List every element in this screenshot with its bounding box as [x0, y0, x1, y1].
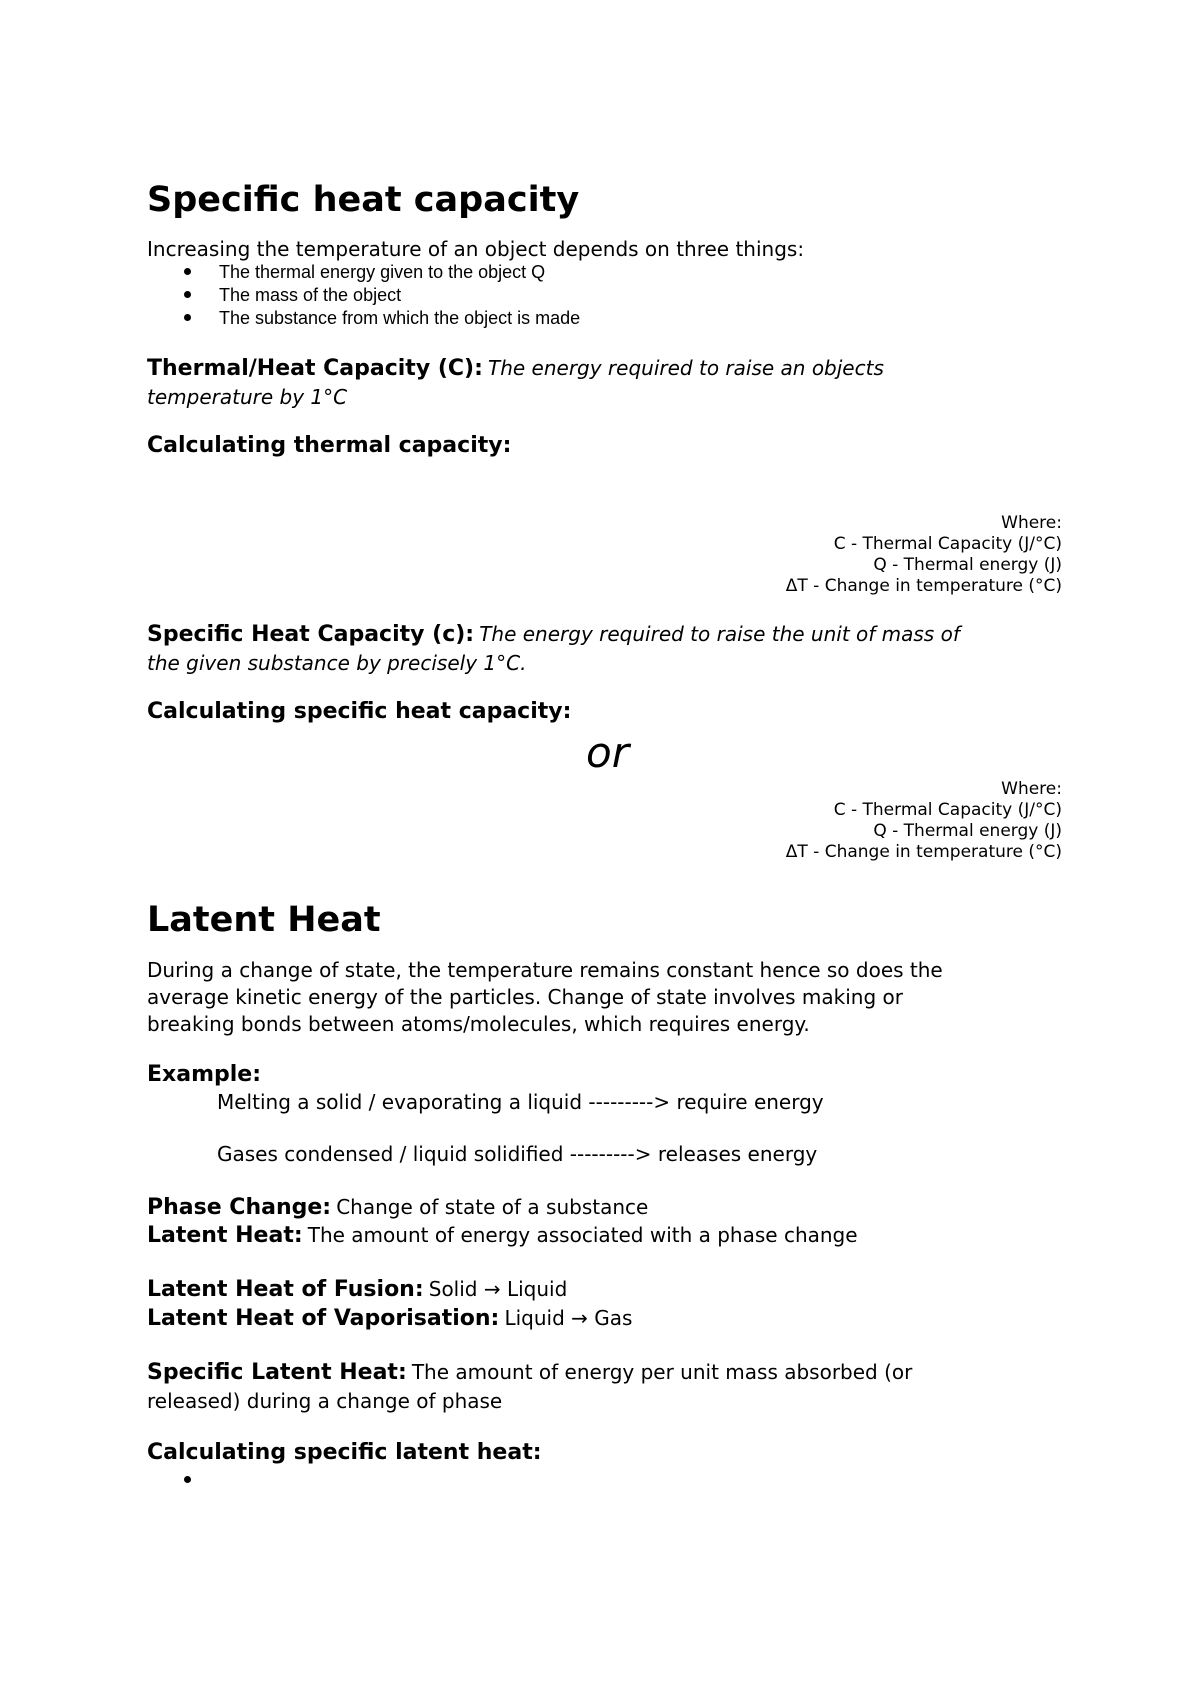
specific-latent-row [147, 1360, 912, 1385]
list-item: The mass of the object [219, 285, 402, 305]
term-label: Phase Change: [147, 1195, 332, 1220]
legend-line: C - Thermal Capacity (J/°C) [833, 800, 1062, 820]
term-definition: The energy required to raise the unit of mass of [479, 622, 960, 646]
where-legend-2 [786, 779, 1062, 863]
calc-specific-heading: Calculating specific heat capacity: [147, 699, 572, 724]
term-definition: The amount of energy per unit mass absorbed (or [411, 1360, 913, 1384]
example-line: Melting a solid / evaporating a liquid ---------> require energy [217, 1090, 824, 1114]
specific-heat-definition [147, 622, 960, 647]
term-definition-cont: the given substance by precisely 1°C. [147, 651, 527, 675]
term-definition: Solid → Liquid [428, 1277, 568, 1301]
calc-latent-heading: Calculating specific latent heat: [147, 1440, 542, 1465]
term-label: Specific Heat Capacity (c): [147, 622, 475, 647]
calc-thermal-heading: Calculating thermal capacity: [147, 433, 512, 458]
list-item: The thermal energy given to the object Q [219, 262, 546, 282]
legend-line: Q - Thermal energy (J) [873, 555, 1062, 575]
latent-para-line: breaking bonds between atoms/molecules, which requires energy. [147, 1012, 810, 1036]
where-legend-1 [786, 513, 1062, 597]
vaporisation-row [147, 1306, 632, 1331]
intro-text: Increasing the temperature of an object depends on three things: [147, 237, 805, 261]
legend-line: ΔT - Change in temperature (°C) [785, 576, 1062, 596]
or-text: or [586, 728, 629, 777]
term-label: Latent Heat of Vaporisation: [147, 1306, 500, 1331]
thermal-capacity-definition [147, 356, 884, 381]
bullet-dot [184, 314, 191, 321]
term-definition-cont: temperature by 1°C [147, 385, 348, 409]
term-definition-cont: released) during a change of phase [147, 1389, 503, 1413]
fusion-row [147, 1277, 567, 1302]
legend-line: C - Thermal Capacity (J/°C) [833, 534, 1062, 554]
latent-para-line: average kinetic energy of the particles. Change of state involves making or [147, 985, 903, 1009]
term-definition: Liquid → Gas [504, 1306, 633, 1330]
latent-para-line: During a change of state, the temperature remains constant hence so does the [147, 958, 943, 982]
bullet-dot [184, 268, 191, 275]
bullet-dot [184, 291, 191, 298]
term-label: Latent Heat of Fusion: [147, 1277, 424, 1302]
section-title-latent-heat: Latent Heat [147, 900, 381, 940]
term-label: Latent Heat: [147, 1223, 303, 1248]
phase-change-row [147, 1195, 648, 1220]
legend-line: ΔT - Change in temperature (°C) [785, 842, 1062, 862]
latent-heat-row [147, 1223, 858, 1248]
term-label: Thermal/Heat Capacity (C): [147, 356, 483, 381]
legend-line: Q - Thermal energy (J) [873, 821, 1062, 841]
section-title-specific-heat: Specific heat capacity [147, 180, 580, 220]
legend-line: Where: [1001, 779, 1062, 799]
term-label: Specific Latent Heat: [147, 1360, 407, 1385]
list-item: The substance from which the object is made [219, 308, 581, 328]
term-definition: The energy required to raise an objects [487, 356, 884, 380]
example-line: Gases condensed / liquid solidified ---------> releases energy [217, 1142, 818, 1166]
term-definition: Change of state of a substance [336, 1195, 649, 1219]
bullet-dot [184, 1476, 191, 1483]
term-definition: The amount of energy associated with a phase change [307, 1223, 858, 1247]
example-label: Example: [147, 1062, 261, 1087]
legend-line: Where: [1001, 513, 1062, 533]
